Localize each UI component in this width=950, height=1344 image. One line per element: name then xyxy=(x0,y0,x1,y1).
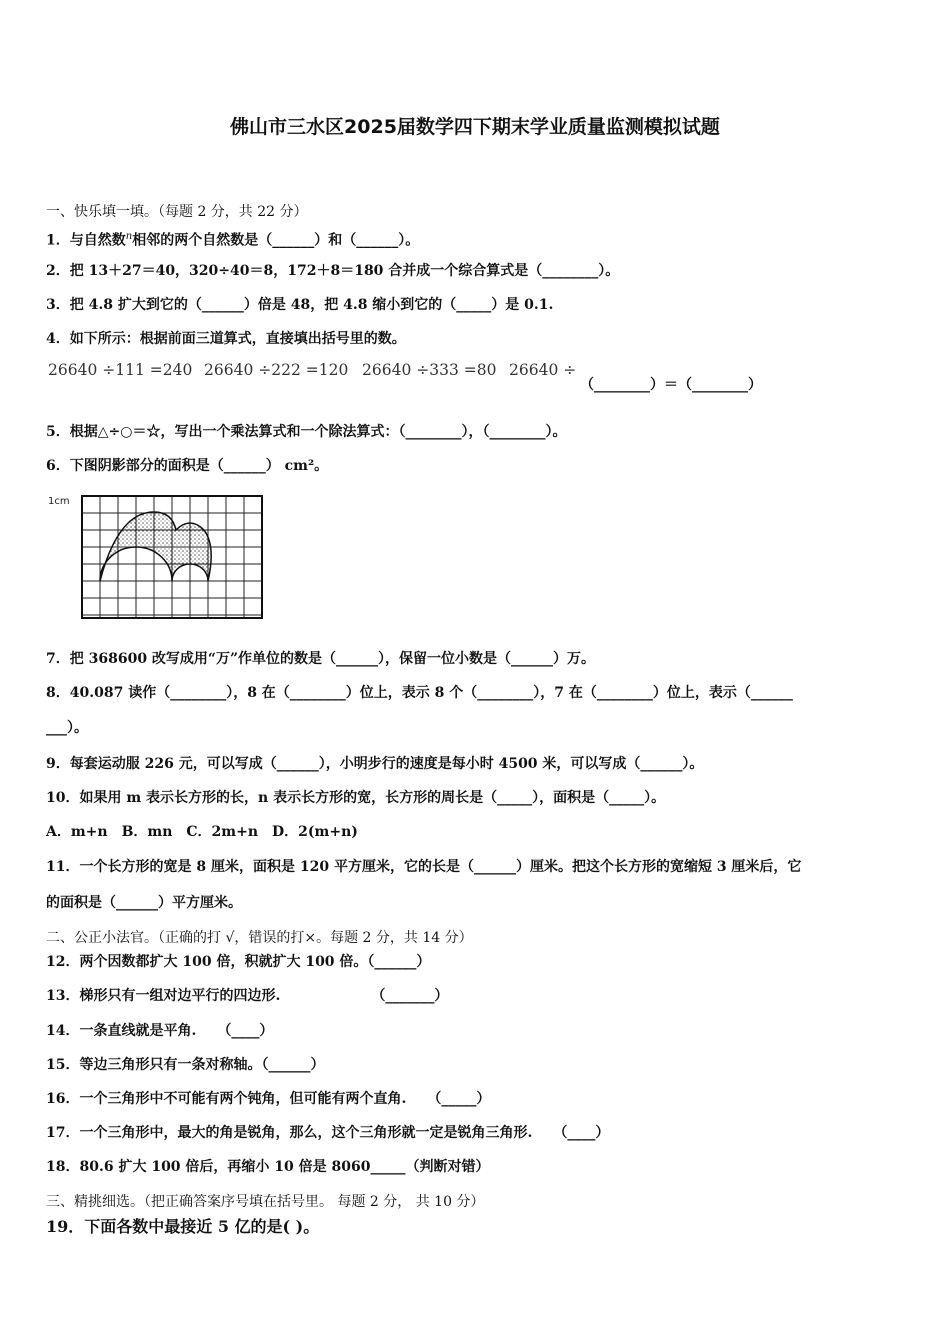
question-16: 16．一个三角形中不可能有两个钝角，但可能有两个直角. （_____） xyxy=(46,1091,491,1107)
question-6: 6．下图阴影部分的面积是（______） cm²。 xyxy=(46,458,329,474)
equation-4-answer: （________）＝（________） xyxy=(580,377,762,393)
equation-3: 26640 ÷333 =80 xyxy=(362,361,497,379)
unit-label: 1cm xyxy=(48,496,70,507)
question-2: 2．把 13＋27＝40，320÷40＝8，172＋8＝180 合并成一个综合算式是（________）。 xyxy=(46,263,620,279)
question-17: 17．一个三角形中，最大的角是锐角，那么，这个三角形就一定是锐角三角形. （____） xyxy=(46,1125,610,1141)
question-10-options: A．m+n B．mn C．2m+n D．2(m+n) xyxy=(46,824,358,840)
question-8-line-2: ___）。 xyxy=(46,720,88,736)
section-1-heading: 一、快乐填一填。（每题 2 分，共 22 分） xyxy=(46,204,308,220)
question-10: 10．如果用 m 表示长方形的长，n 表示长方形的宽，长方形的周长是（_____），面积是（_____）。 xyxy=(46,790,666,806)
question-11-line-2: 的面积是（______）平方厘米。 xyxy=(46,895,242,911)
question-1-prefix: 1．与自然数 xyxy=(46,232,126,249)
equation-2: 26640 ÷222 =120 xyxy=(204,361,349,379)
question-5: 5．根据△÷○＝☆，写出一个乘法算式和一个除法算式：（________），（________）。 xyxy=(46,424,567,440)
section-2-heading: 二、公正小法官。（正确的打 √，错误的打×。每题 2 分，共 14 分） xyxy=(46,930,473,946)
equation-4: 26640 ÷ xyxy=(509,361,577,379)
question-4: 4．如下所示：根据前面三道算式，直接填出括号里的数。 xyxy=(46,331,406,347)
question-12: 12．两个因数都扩大 100 倍，积就扩大 100 倍。（______） xyxy=(46,954,431,970)
question-13: 13．梯形只有一组对边平行的四边形. （_______） xyxy=(46,988,449,1004)
section-3-heading: 三、精挑细选。（把正确答案序号填在括号里。 每题 2 分， 共 10 分） xyxy=(46,1194,485,1210)
question-8-line-1: 8．40.087 读作（________），8 在（________）位上，表示 8 个（________），7 在（________）位上，表示（______ xyxy=(46,685,793,701)
equation-1: 26640 ÷111 =240 xyxy=(48,361,193,379)
question-19: 19．下面各数中最接近 5 亿的是( )。 xyxy=(46,1217,320,1236)
question-1-suffix: 相邻的两个自然数是（______）和（______）。 xyxy=(132,232,420,249)
question-11-line-1: 11．一个长方形的宽是 8 厘米，面积是 120 平方厘米，它的长是（______）厘米。把这个长方形的宽缩短 3 厘米后，它 xyxy=(46,859,802,875)
question-15: 15．等边三角形只有一条对称轴。（______） xyxy=(46,1057,325,1073)
page-title: 佛山市三水区2025届数学四下期末学业质量监测模拟试题 xyxy=(230,116,720,138)
shaded-area-figure xyxy=(46,490,266,622)
question-18: 18．80.6 扩大 100 倍后，再缩小 10 倍是 8060_____（判断对错） xyxy=(46,1159,490,1175)
question-7: 7．把 368600 改写成用“万”作单位的数是（______），保留一位小数是（______）万。 xyxy=(46,651,596,667)
question-9: 9．每套运动服 226 元，可以写成（______），小明步行的速度是每小时 4500 米，可以写成（______）。 xyxy=(46,756,704,772)
question-1 xyxy=(46,228,419,250)
shaded-region xyxy=(100,512,211,581)
question-1-variable: n xyxy=(125,231,133,242)
question-3: 3．把 4.8 扩大到它的（______）倍是 48，把 4.8 缩小到它的（_____）是 0.1. xyxy=(46,297,554,313)
question-14: 14．一条直线就是平角. （____） xyxy=(46,1023,274,1039)
